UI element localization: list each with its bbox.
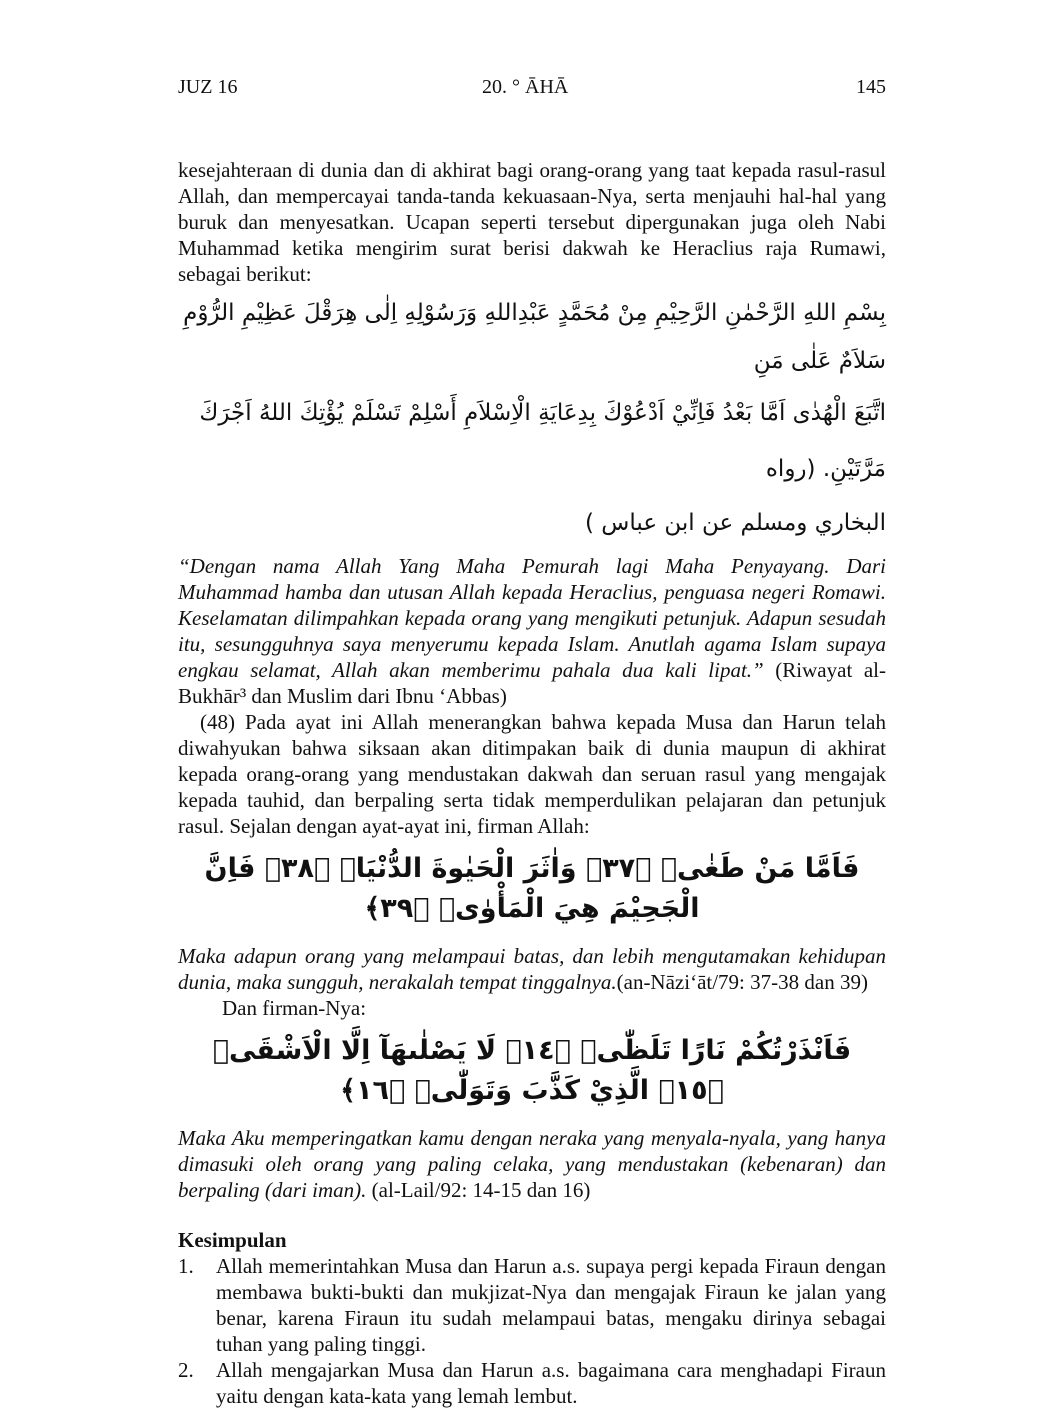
verse-translation [178, 943, 886, 995]
quran-verse-naziat: فَاَمَّا مَنْ طَغٰىۙ ﴿٣٧﴾ وَاٰثَرَ الْحَيٰوةَ الدُّنْيَاۙ ﴿٣٨﴾ فَاِنَّ الْجَحِيْمَ هِيَ الْمَأْوٰىۗ ﴿٣٩﴾ [204, 853, 860, 924]
list-item-text: Allah mengajarkan Musa dan Harun a.s. bagaimana cara menghadapi Firaun yaitu dengan kata-kata yang lemah lembut. [216, 1358, 886, 1408]
quran-verse-lail: فَاَنْذَرْتُكُمْ نَارًا تَلَظّٰىۚ ﴿١٤﴾ لَا يَصْلٰىهَآ اِلَّا الْاَشْقَىۙ ﴿١٥﴾ الَّذِيْ كَذَّبَ وَتَوَلّٰىۗ ﴿١٦﴾ [212, 1035, 852, 1106]
list-item-number: 1. [178, 1254, 194, 1278]
section-heading: Kesimpulan [178, 1228, 287, 1252]
list-item [178, 1357, 886, 1409]
paragraph: kesejahteraan di dunia dan di akhirat bagi orang-orang yang taat kepada rasul-rasul Allah, dan mempercayai tanda-tanda kekuasaan-Nya, serta menjauhi hal-hal yang buruk dan menyesatkan. Ucapan seperti tersebut dipergunakan juga oleh Nabi Muhammad ketika mengirim surat berisi dakwah ke Heraclius raja Rumawi, sebagai berikut: [178, 158, 886, 286]
list-item [178, 1253, 886, 1357]
verse-translation-text: Maka adapun orang yang melampaui batas, dan lebih mengutamakan kehidupan dunia, maka sungguh, nerakalah tempat tinggalnya. [178, 944, 886, 994]
hadith-source: (Riwayat al-Bukhār³ dan Muslim dari Ibnu ‘Abbas) [178, 658, 887, 708]
conclusion-list [178, 1253, 886, 1409]
hadith-arabic-line-2: اتَّبَعَ الْهُدٰى اَمَّا بَعْدُ فَاِنِّيْ اَدْعُوْكَ بِدِعَايَةِ الْاِسْلاَمِ أَسْلِمْ تَسْلَمْ يُؤْتِكَ اللهُ اَجْرَكَ مَرَّتَيْنِ. (رواه [199, 400, 886, 482]
firman-intro: Dan firman-Nya: [222, 996, 367, 1020]
hadith-translation-text: “Dengan nama Allah Yang Maha Pemurah lagi Maha Penyayang. Dari Muhammad hamba dan utusan Allah kepada Heraclius, penguasa negeri Romawi. Keselamatan dilimpahkan kepada orang yang mengikuti petunjuk. Adapun sesudah itu, sesungguhnya saya menyerumu kepada Islam. Anutlah agama Islam supaya engkau selamat, Allah akan memberimu pahala dua kali lipat.” [178, 554, 886, 682]
surah-title: 20. ° ĀHĀ [482, 76, 569, 98]
verse-source: (al-Lail/92: 14-15 dan 16) [366, 1178, 591, 1202]
hadith-arabic-line-3: البخاري ومسلم عن ابن عباس ) [585, 510, 886, 536]
page-number: 145 [856, 76, 886, 98]
verse-translation-text: Maka Aku memperingatkan kamu dengan neraka yang menyala-nyala, yang hanya dimasuki oleh orang yang paling celaka, yang mendustakan (kebenaran) dan berpaling (dari iman). [178, 1126, 886, 1202]
page-header [178, 76, 886, 102]
verse-translation [178, 1125, 886, 1203]
page-body [178, 157, 886, 1409]
hadith-translation [178, 553, 886, 709]
list-item-text: Allah memerintahkan Musa dan Harun a.s. supaya pergi kepada Firaun dengan membawa bukti-bukti dan mukjizat-Nya dan mengajak Firaun ke jalan yang benar, karena Firaun itu sudah melampaui batas, mengaku dirinya sebagai tuhan yang paling tinggi. [216, 1254, 886, 1356]
verse-source: (an-Nāzi‘āt/79: 37-38 dan 39) [616, 970, 868, 994]
list-item-number: 2. [178, 1358, 194, 1382]
hadith-arabic-line-1: بِسْمِ اللهِ الرَّحْمٰنِ الرَّحِيْمِ مِنْ مُحَمَّدٍ عَبْدِاللهِ وَرَسُوْلِهِ اِلٰى هِرَقْلَ عَظِيْمِ الرُّوْمِ سَلاَمٌ عَلٰى مَنِ [183, 300, 886, 374]
paragraph: (48) Pada ayat ini Allah menerangkan bahwa kepada Musa dan Harun telah diwahyukan bahwa siksaan akan ditimpakan baik di dunia maupun di akhirat kepada orang-orang yang mendustakan dakwah dan seruan rasul yang mengajak kepada tauhid, dan berpaling serta tidak memperdulikan pelajaran dan petunjuk rasul. Sejalan dengan ayat-ayat ini, firman Allah: [178, 710, 886, 838]
juz-label: JUZ 16 [178, 76, 238, 98]
